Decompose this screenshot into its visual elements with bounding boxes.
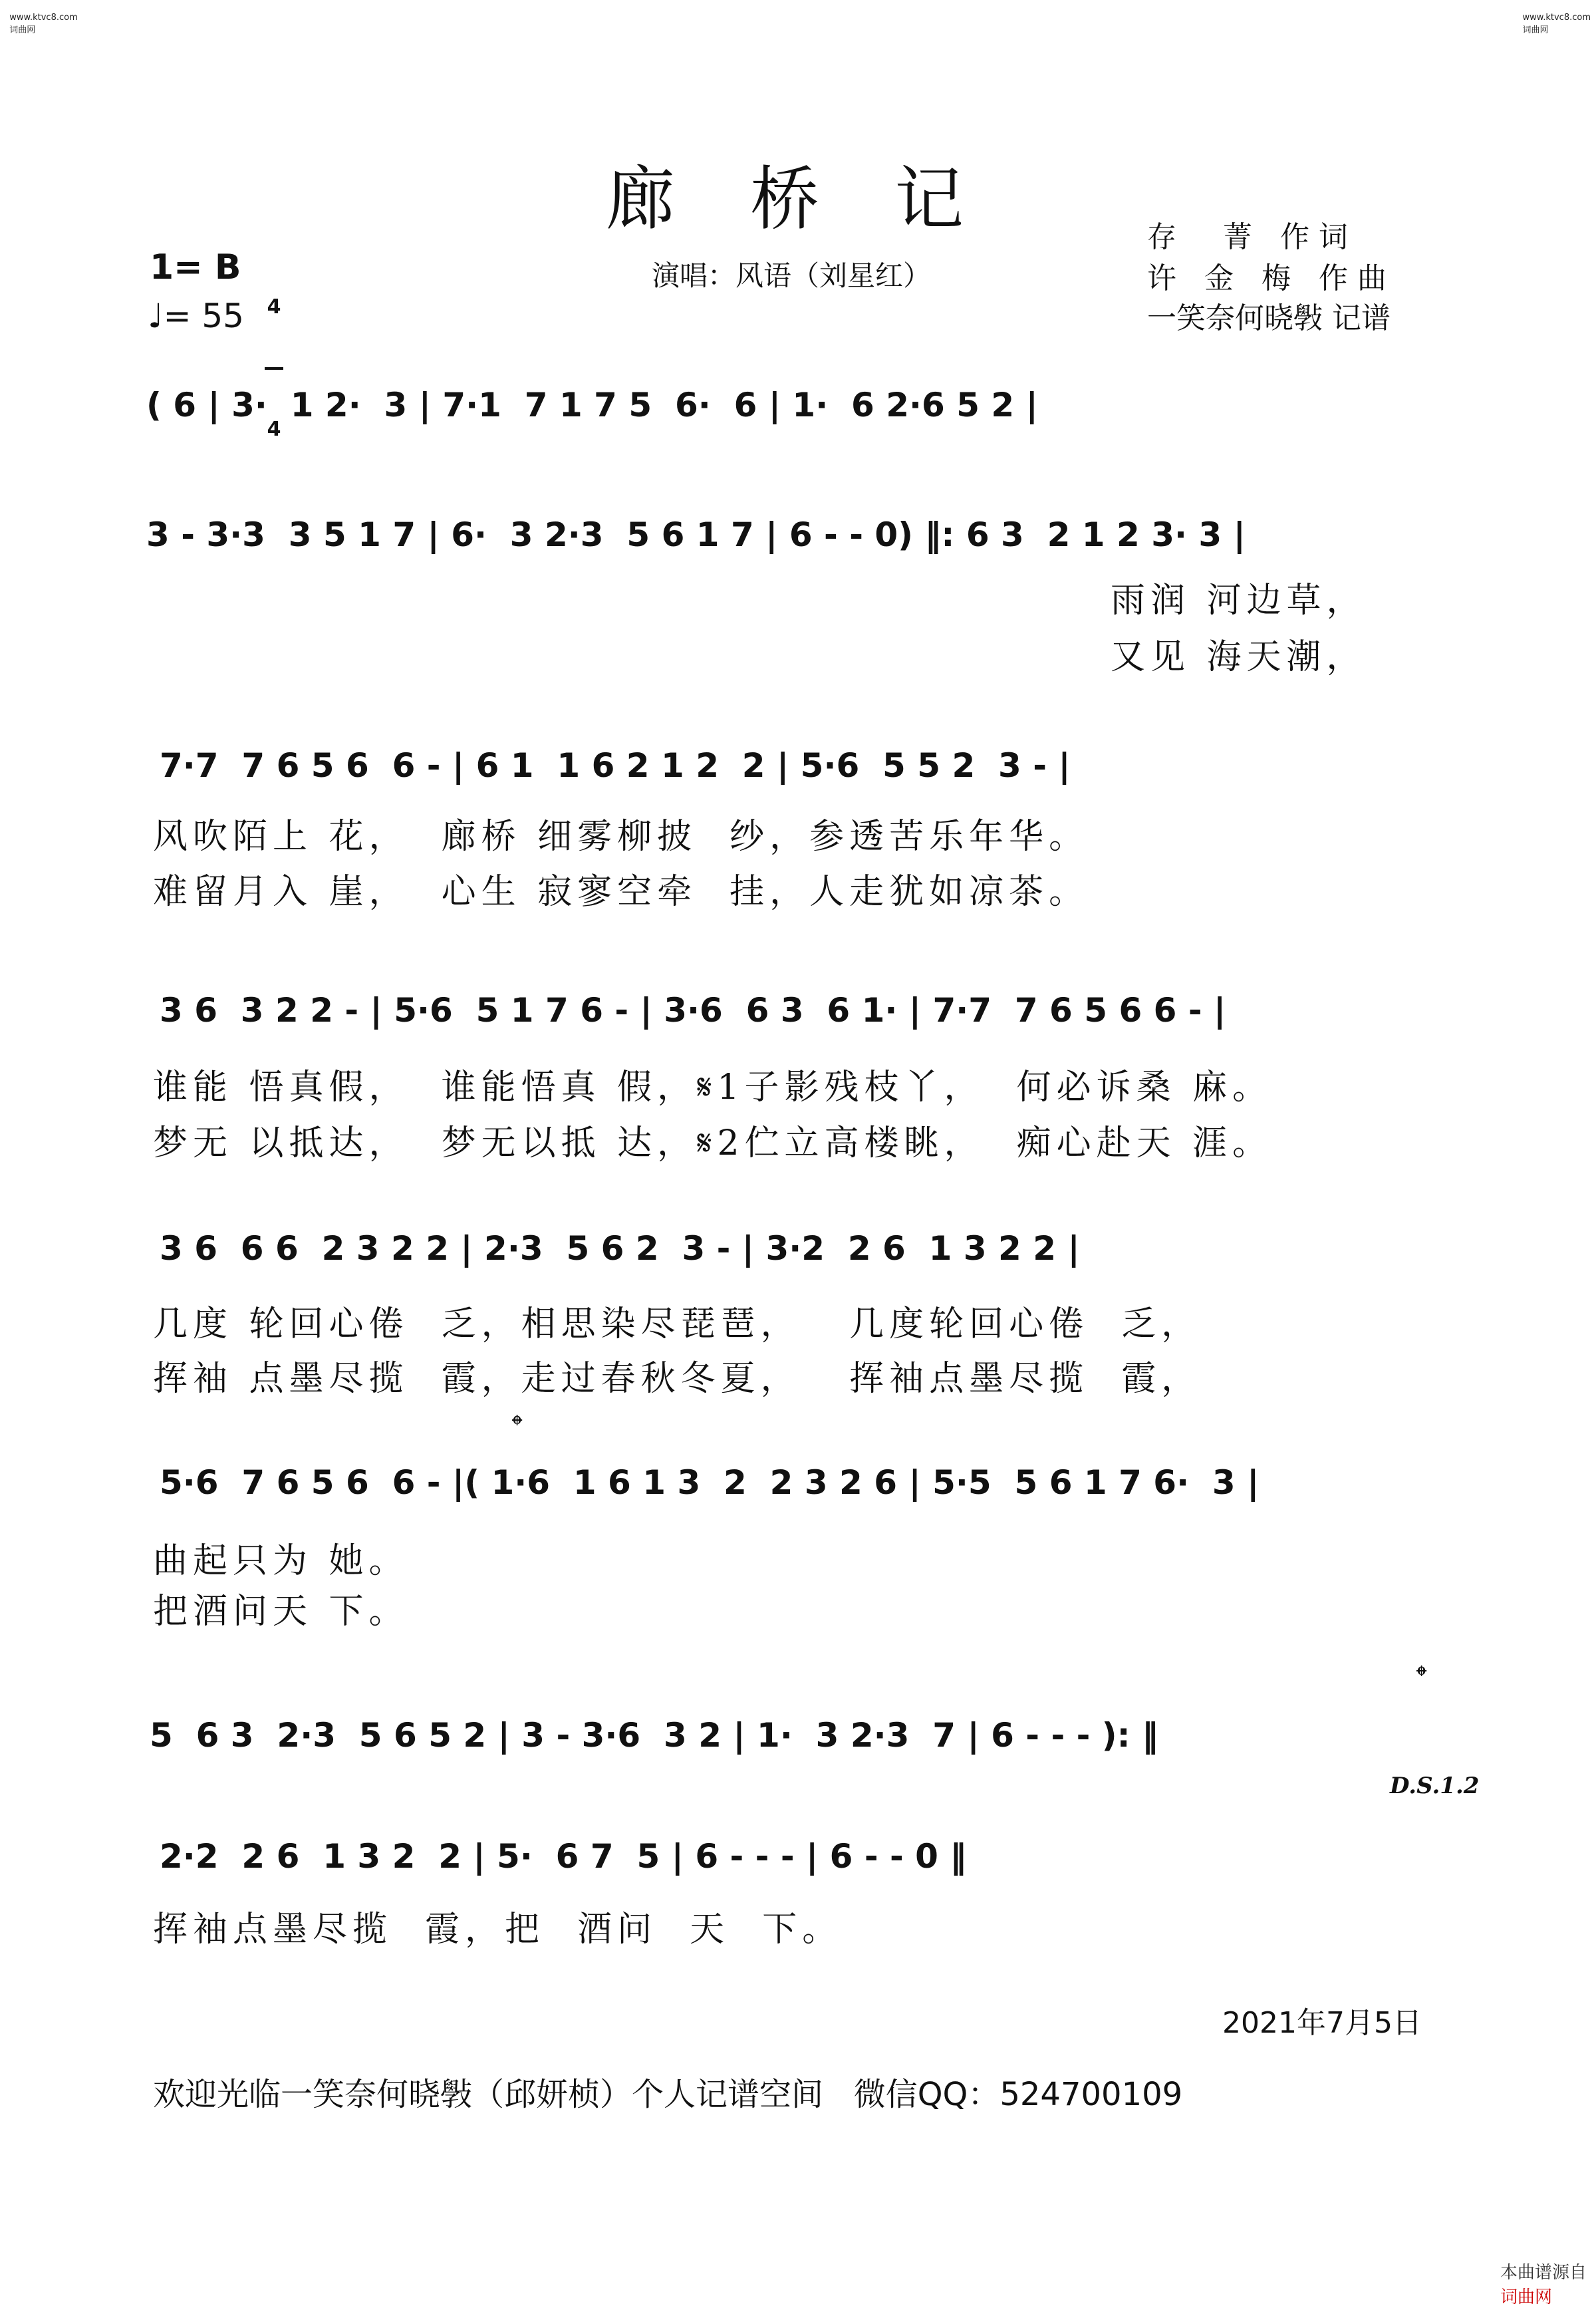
header-right xyxy=(1517,3,1591,35)
transcriber-credit: 一笑奈何晓斅 记谱 xyxy=(1147,301,1391,335)
tempo-mark: ♩= 55 xyxy=(148,297,244,335)
source-badge-site: 词曲网 xyxy=(1500,2287,1552,2307)
header-left-url: www.ktvc8.com xyxy=(9,13,78,23)
score-system-2: 3 - 3·3 3 5 1 7 | 6· 3 2·3 5 6 1 7 | 6 - - 0) ‖: 6 3 2 1 2 3· 3 | xyxy=(146,515,1246,554)
time-signature-top: 4 xyxy=(267,295,281,319)
lyrics-3-verse-2: 难留月入 崖， 心生 寂寥空牵 挂，人走犹如凉茶。 xyxy=(153,872,1089,912)
score-system-5: 3 6 6 6 2 3 2 2 | 2·3 5 6 2 3 - | 3·2 2 6 1 3 2 2 | xyxy=(160,1229,1080,1268)
key-signature: 1= B xyxy=(150,247,241,287)
coda-mark-upper: 𝄌 xyxy=(512,1409,523,1443)
lyrics-4-verse-2: 梦无 以抵达， 梦无以抵 达，𝄋2伫立高楼眺， 痴心赴天 涯。 xyxy=(153,1123,1273,1163)
lyricist-credit: 存 菁 作词 xyxy=(1147,220,1357,254)
lyrics-2-verse-2: 又见 海天潮， xyxy=(1111,637,1367,677)
lyrics-6-verse-2: 把酒问天 下。 xyxy=(153,1592,409,1632)
composer-credit: 许 金 梅 作曲 xyxy=(1147,261,1396,295)
lyrics-5-verse-1: 几度 轮回心倦 乏，相思染尽琵琶， 几度轮回心倦 乏， xyxy=(153,1304,1202,1344)
header-left-site: 词曲网 xyxy=(9,25,36,35)
lyrics-6-verse-1: 曲起只为 她。 xyxy=(153,1541,409,1581)
score-system-8: 2·2 2 6 1 3 2 2 | 5· 6 7 5 | 6 - - - | 6 - - 0 ‖ xyxy=(160,1837,967,1876)
time-signature-bar xyxy=(265,367,283,370)
singer-credit: 演唱：风语（刘星红） xyxy=(652,259,932,292)
header-left xyxy=(4,3,78,35)
score-system-1: ( 6 | 3· 1 2· 3 | 7·1 7 1 7 5 6· 6 | 1· 6 2·6 5 2 | xyxy=(146,386,1038,424)
header-right-site: 词曲网 xyxy=(1522,25,1549,35)
lyrics-3-verse-1: 风吹陌上 花， 廊桥 细雾柳披 纱，参透苦乐年华。 xyxy=(153,817,1089,857)
score-system-6: 5·6 7 6 5 6 6 - |( 1·6 1 6 1 3 2 2 3 2 6 | 5·5 5 6 1 7 6· 3 | xyxy=(160,1463,1260,1502)
score-system-4: 3 6 3 2 2 - | 5·6 5 1 7 6 - | 3·6 6 3 6 1· | 7·7 7 6 5 6 6 - | xyxy=(160,991,1226,1030)
score-system-3: 7·7 7 6 5 6 6 - | 6 1 1 6 2 1 2 2 | 5·6 5 5 2 3 - | xyxy=(160,746,1071,785)
lyrics-5-verse-2: 挥袖 点墨尽揽 霞，走过春秋冬夏， 挥袖点墨尽揽 霞， xyxy=(153,1359,1202,1399)
header-right-url: www.ktvc8.com xyxy=(1522,13,1591,23)
time-signature-bottom: 4 xyxy=(267,418,281,441)
lyrics-8: 挥袖点墨尽揽 霞，把 酒问 天 下。 xyxy=(153,1910,843,1949)
time-signature xyxy=(265,247,283,466)
lyrics-4-verse-1: 谁能 悟真假， 谁能悟真 假，𝄋1子影残枝丫， 何必诉桑 麻。 xyxy=(153,1068,1273,1107)
song-title: 廊 桥 记 xyxy=(605,158,991,239)
source-badge xyxy=(1489,2239,1587,2308)
source-badge-prefix: 本曲谱源自 xyxy=(1500,2263,1587,2283)
ds-mark: D.S.1.2 xyxy=(1390,1773,1480,1799)
transcription-date: 2021年7月5日 xyxy=(1222,2006,1422,2040)
footer-note: 欢迎光临一笑奈何晓斅（邱妍桢）个人记谱空间 微信QQ：524700109 xyxy=(153,2076,1183,2113)
lyrics-2-verse-1: 雨润 河边草， xyxy=(1111,581,1367,621)
coda-mark-lower: 𝄌 xyxy=(1416,1659,1427,1693)
score-system-7: 5 6 3 2·3 5 6 5 2 | 3 - 3·6 3 2 | 1· 3 2·3 7 | 6 - - - ): ‖ xyxy=(150,1716,1159,1755)
